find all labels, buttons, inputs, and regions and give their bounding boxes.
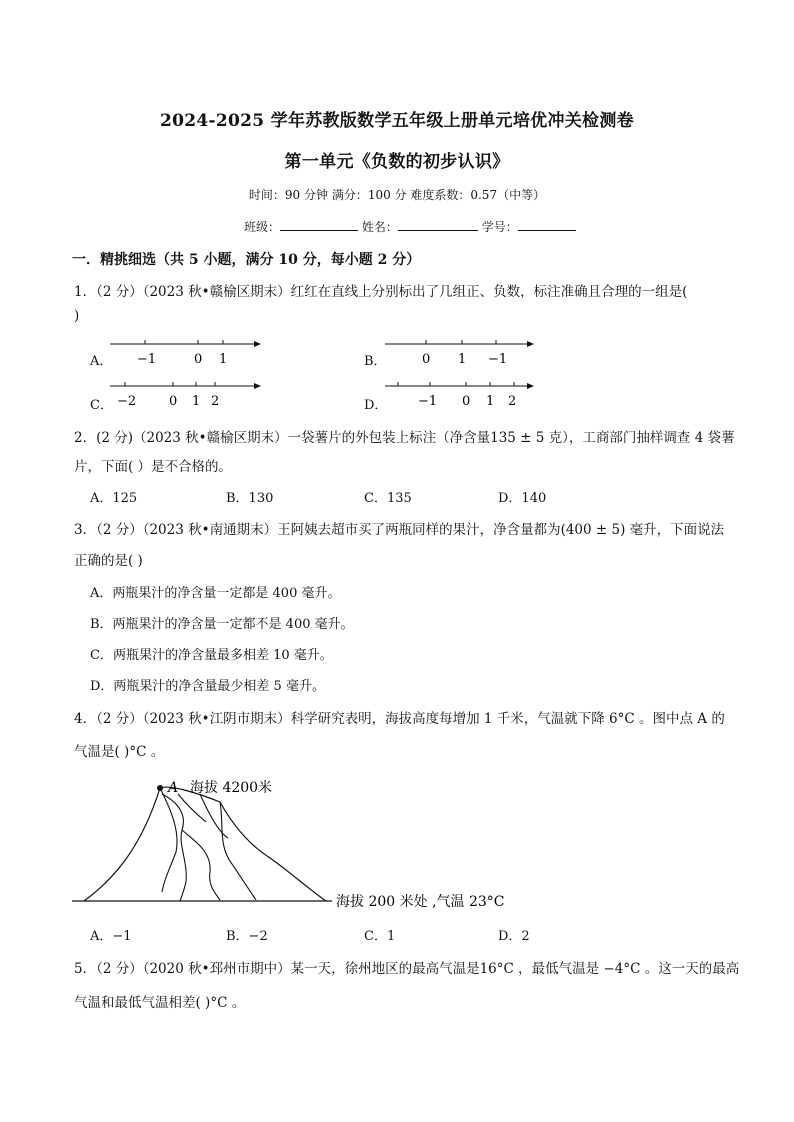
- mountain-figure: [70, 772, 520, 914]
- class-label: 班级：: [244, 220, 281, 234]
- q1-option-d-numberline: [380, 378, 540, 412]
- q3-option-d: D．两瓶果汁的净含量最少相差 5 毫升。: [90, 679, 325, 694]
- name-label: 姓名：: [361, 220, 398, 234]
- q1c-tick-2: 0: [169, 394, 178, 409]
- q4-option-c: C．1: [364, 929, 396, 944]
- q1c-tick-4: 2: [211, 394, 220, 409]
- q4-option-b: B．−2: [226, 929, 268, 944]
- q1c-tick-3: 1: [192, 394, 201, 409]
- q1d-tick-2: 0: [462, 394, 471, 409]
- q1-option-b-label: B．: [364, 354, 387, 369]
- q2-option-a: A．125: [90, 491, 138, 506]
- q1b-tick-3: −1: [488, 352, 508, 367]
- q1-option-d-label: D．: [364, 398, 388, 413]
- q4-option-a: A．−1: [90, 929, 132, 944]
- q1-option-c-label: C．: [90, 398, 113, 413]
- q1b-tick-2: 1: [458, 352, 467, 367]
- student-info-row: [244, 217, 576, 235]
- q5-line1: 5．（2 分）（2020 秋•邳州市期中）某一天，徐州地区的最高气温是16°C ，最低气温是 −4°C 。这一天的最高: [74, 961, 740, 977]
- q3-option-c: C．两瓶果汁的净含量最多相差 10 毫升。: [90, 648, 333, 663]
- q1a-tick-1: −1: [137, 352, 157, 367]
- class-blank[interactable]: [280, 217, 358, 231]
- id-blank[interactable]: [518, 217, 576, 231]
- q1a-tick-2: 0: [194, 352, 203, 367]
- section-heading: 一．精挑细选（共 5 小题，满分 10 分，每小题 2 分）: [72, 252, 421, 268]
- summit-altitude-label: 海拔 4200米: [190, 780, 273, 796]
- q1d-tick-4: 2: [508, 394, 517, 409]
- q1a-tick-3: 1: [219, 352, 228, 367]
- id-label: 学号：: [481, 220, 518, 234]
- point-a-label: A: [168, 780, 179, 796]
- q1-option-a-numberline: [105, 336, 265, 370]
- q2-option-c: C．135: [364, 491, 412, 506]
- q2-line1: 2．(2 分)（2023 秋•赣榆区期末）一袋薯片的外包装上标注（净含量135 ± 5 克），工商部门抽样调查 4 袋薯: [74, 430, 735, 446]
- q2-option-d: D．140: [498, 491, 547, 506]
- q5-line2: 气温和最低气温相差( )°C 。: [74, 995, 246, 1011]
- page-title: 2024-2025 学年苏教版数学五年级上册单元培优冲关检测卷: [160, 111, 634, 131]
- q2-option-b: B．130: [226, 491, 274, 506]
- page-subtitle: 第一单元《负数的初步认识》: [284, 152, 510, 172]
- name-blank[interactable]: [398, 217, 478, 231]
- base-altitude-label: 海拔 200 米处 ,气温 23°C: [336, 894, 505, 910]
- q3-option-b: B．两瓶果汁的净含量一定都不是 400 毫升。: [90, 617, 354, 632]
- q3-line1: 3．（2 分）（2023 秋•南通期末）王阿姨去超市买了两瓶同样的果汁，净含量都为(400 ± 5) 毫升，下面说法: [74, 522, 725, 538]
- q1-option-a-label: A．: [90, 354, 113, 369]
- q1-line1: 1．（2 分）（2023 秋•赣榆区期末）红红在直线上分别标出了几组正、负数，标注准确且合理的一组是(: [74, 284, 688, 300]
- q1-line2: ): [74, 308, 80, 324]
- q4-option-d: D．2: [498, 929, 530, 944]
- q1d-tick-1: −1: [418, 394, 438, 409]
- q4-line1: 4．（2 分）（2023 秋•江阴市期末）科学研究表明，海拔高度每增加 1 千米，气温就下降 6°C 。图中点 A 的: [74, 711, 725, 727]
- q3-line2: 正确的是( ): [74, 553, 143, 569]
- point-a-marker: [157, 785, 163, 791]
- q2-line2: 片，下面( ）是不合格的。: [74, 459, 233, 475]
- q1-option-c-numberline: [105, 378, 265, 412]
- q3-option-a: A．两瓶果汁的净含量一定都是 400 毫升。: [90, 586, 341, 601]
- q1c-tick-1: −2: [117, 394, 137, 409]
- q1b-tick-1: 0: [422, 352, 431, 367]
- q4-line2: 气温是( )°C 。: [74, 744, 165, 760]
- q1d-tick-3: 1: [486, 394, 495, 409]
- exam-info: 时间：90 分钟 满分：100 分 难度系数：0.57（中等）: [248, 188, 546, 202]
- q1-option-b-numberline: [380, 336, 540, 370]
